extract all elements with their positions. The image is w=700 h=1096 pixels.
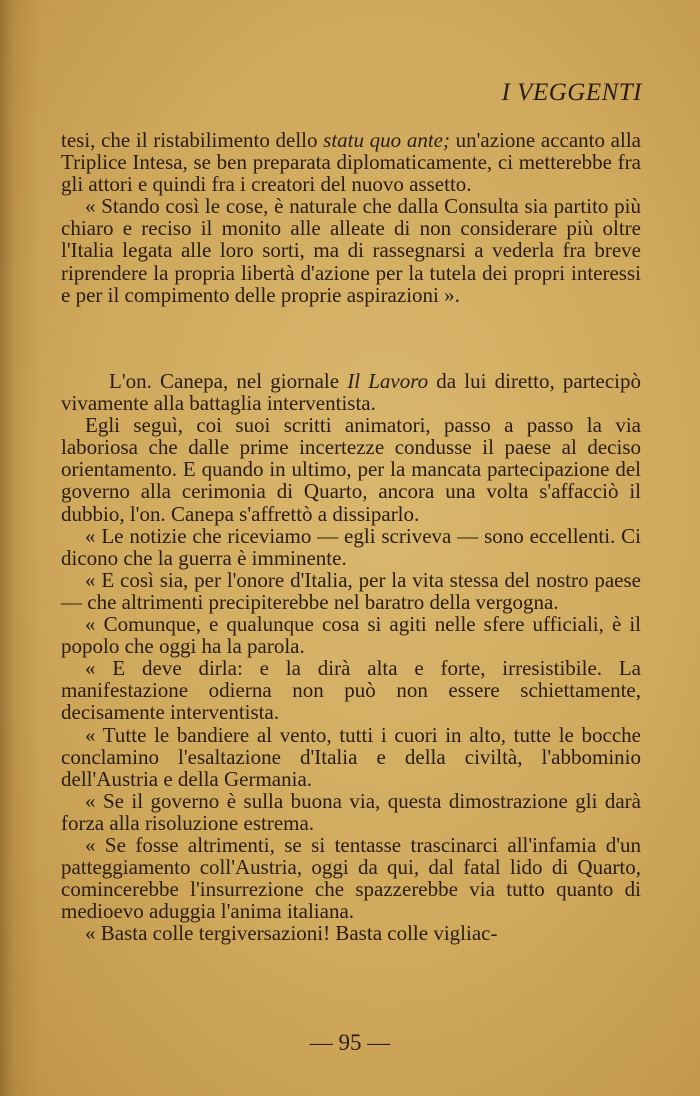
paragraph: « E deve dirla: e la dirà alta e forte, irresistibile. La manifestazione odierna non può non essere schiettamente, decisamente interventista.	[61, 656, 641, 725]
text-span: L'on. Canepa, nel giornale	[109, 369, 348, 393]
paragraph: « E così sia, per l'onore d'Italia, per la vita stessa del nostro paese — che altrimenti precipiterebbe nel baratro della vergogna.	[61, 567, 641, 614]
paragraph: « Le notizie che riceviamo — egli scriveva — sono eccellenti. Ci dicono che la guerra è imminente.	[61, 523, 641, 570]
paragraph	[61, 370, 641, 414]
paragraph: Egli seguì, coi suoi scritti animatori, passo a passo la via laboriosa che dalle prime incertezze condusse il paese al deciso orientamento. E quando in ultimo, per la mancata partecipazione del governo alla cerimonia di Quarto, ancora una volta s'affacciò il dubbio, l'on. Canepa s'affrettò a dissiparlo.	[61, 413, 641, 526]
paragraph: « Basta colle tergiversazioni! Basta colle vigliac-	[85, 921, 498, 946]
text-span: da lui diretto, partecipò vivamente alla battaglia interventista.	[61, 369, 642, 416]
paragraph: « Stando così le cose, è naturale che dalla Consulta sia partito più chiaro e reciso il monito alle alleate di non considerare più oltre l'Italia legata alle loro sorti, ma di rassegnarsi a vederla fra breve riprendere la propria libertà d'azione per la tutela dei propri interessi e per il compimento delle proprie aspirazioni ».	[61, 194, 641, 307]
paragraph: « Se fosse altrimenti, se si tentasse trascinarci all'infamia d'un patteggiamento coll'Austria, oggi da qui, dal fatal lido di Quarto, comincerebbe l'insurrezione che spazzerebbe via tutto quanto di medioevo aduggia l'anima italiana.	[61, 832, 641, 924]
text-span: tesi, che il ristabilimento dello	[61, 128, 324, 152]
page-number: — 95 —	[309, 1030, 391, 1055]
paragraph	[61, 129, 641, 195]
text-span: un'azione accanto alla Triplice Intesa, se ben preparata diplomaticamente, ci metterebbe fra gli attori e quindi fra i creatori del nuovo assetto.	[61, 128, 641, 197]
text-section-1	[61, 129, 641, 306]
paragraph: « Tutte le bandiere al vento, tutti i cuori in alto, tutte le bocche conclamino l'esaltazione d'Italia e della civiltà, l'abbominio dell'Austria e della Germania.	[61, 722, 641, 791]
text-section-2	[61, 370, 641, 944]
paragraph: « Comunque, e qualunque cosa si agiti nelle sfere ufficiali, è il popolo che oggi ha la parola.	[61, 612, 641, 659]
running-header: I VEGGENTI	[501, 79, 642, 106]
paragraph: « Se il governo è sulla buona via, questa dimostrazione gli darà forza alla risoluzione estrema.	[61, 788, 641, 835]
italic-phrase: statu quo ante;	[323, 128, 450, 152]
newspaper-title: Il Lavoro	[347, 369, 429, 393]
